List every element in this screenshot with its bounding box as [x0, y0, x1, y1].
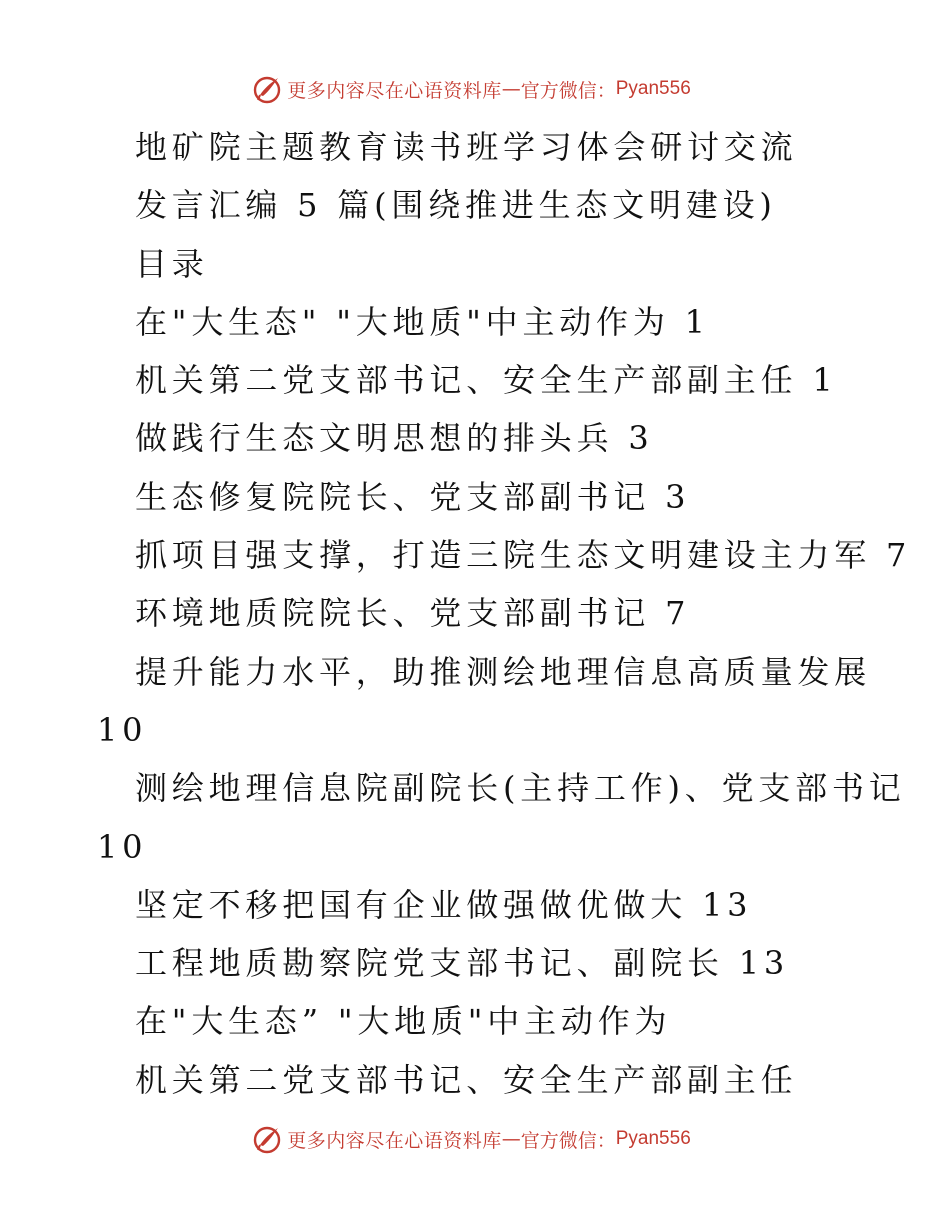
footer-watermark [0, 1122, 950, 1156]
watermark-wechat-id: Pyan556 [615, 1128, 691, 1149]
section-heading: 在"大生态” "大地质"中主动作为 [135, 1002, 672, 1041]
toc-entry: 机关第二党支部书记、安全生产部副主任 1 [135, 361, 838, 400]
watermark-wechat-label: 官方微信： [520, 1129, 616, 1152]
watermark-brand-text: 更多内容尽在心语资料库 [287, 1129, 502, 1152]
toc-entry: 做践行生态文明思想的排头兵 3 [135, 419, 654, 458]
toc-page-number: 10 [97, 827, 148, 866]
toc-entry: 生态修复院院长、党支部副书记 3 [135, 477, 691, 516]
doc-title-line-1: 地矿院主题教育读书班学习体会研讨交流 [135, 128, 798, 166]
toc-entry: 环境地质院院长、党支部副书记 7 [135, 594, 691, 633]
watermark-wechat-label: 官方微信： [520, 79, 616, 102]
header-watermark [0, 72, 950, 106]
toc-entry: 在"大生态" "大地质"中主动作为 1 [135, 302, 710, 341]
document-body [0, 118, 950, 1109]
watermark-separator: — [501, 78, 521, 100]
toc-heading: 目录 [135, 244, 209, 283]
doc-title-line-2: 发言汇编 5 篇(围绕推进生态文明建设) [135, 186, 777, 225]
watermark-wechat-id: Pyan556 [615, 78, 691, 99]
toc-entry: 抓项目强支撑，打造三院生态文明建设主力军 7 [135, 536, 912, 575]
toc-entry: 提升能力水平，助推测绘地理信息高质量发展 [135, 652, 872, 691]
quill-pen-logo-icon [251, 1123, 283, 1155]
toc-page-number: 10 [97, 710, 148, 749]
toc-entry: 工程地质勘察院党支部书记、副院长 13 [135, 944, 790, 983]
watermark-brand-text: 更多内容尽在心语资料库 [287, 79, 502, 102]
watermark-separator: — [501, 1128, 521, 1150]
quill-pen-logo-icon [251, 73, 283, 105]
section-author: 机关第二党支部书记、安全生产部副主任 [135, 1060, 798, 1099]
toc-entry: 测绘地理信息院副院长(主持工作)、党支部书记 [135, 769, 906, 808]
toc-entry: 坚定不移把国有企业做强做优做大 13 [135, 885, 753, 924]
